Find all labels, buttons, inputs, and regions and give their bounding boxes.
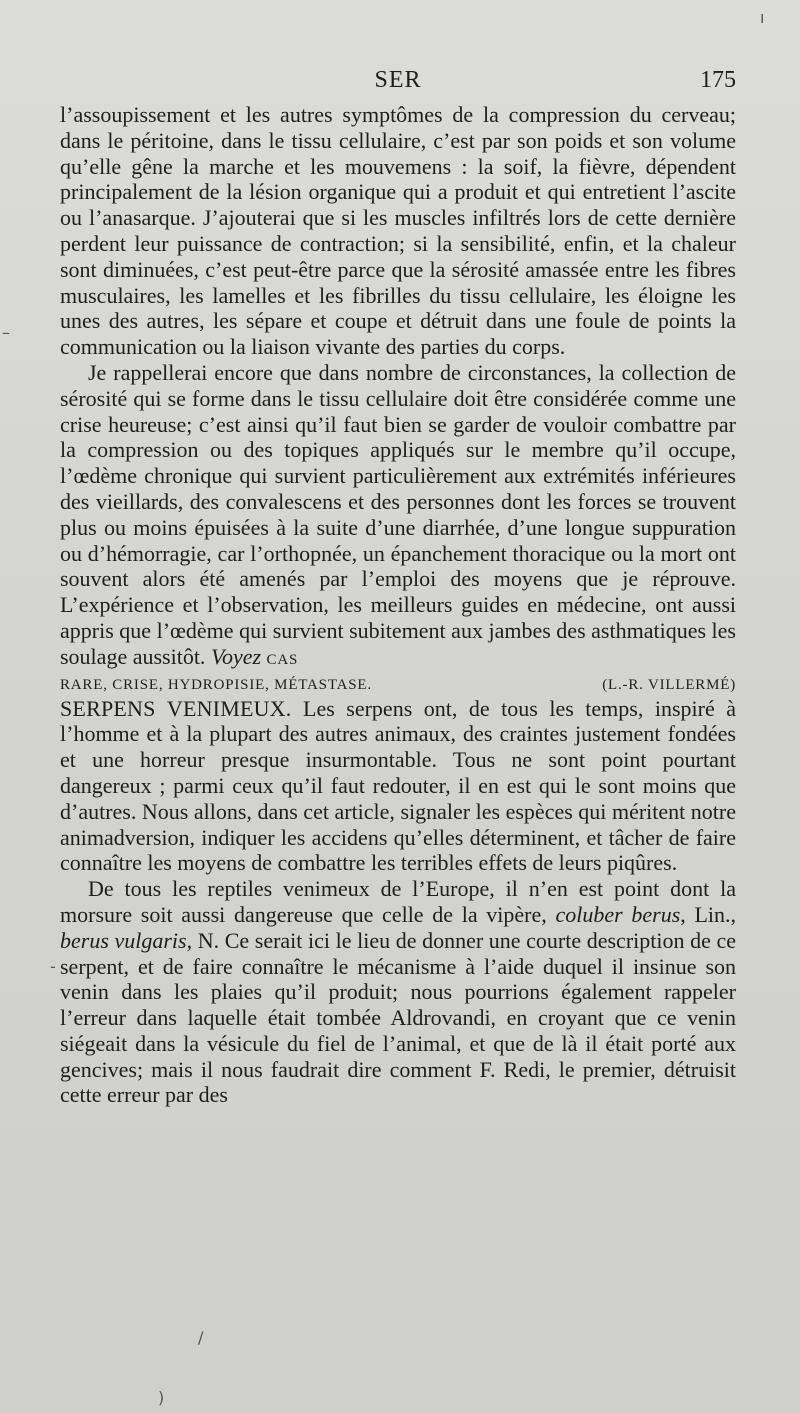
entry-title: SERPENS VENIMEUX. — [60, 695, 292, 721]
bottom-mark-1: / — [198, 1328, 204, 1347]
corner-mark: ı — [760, 8, 765, 27]
species-name-1: coluber berus — [555, 901, 681, 927]
entry-serpens-text: Les serpens ont, de tous les temps, inspiré à l’homme et à la plupart des autres animaux, des craintes justement fondées et une horreur presque insurmontable. Tous ne sont point pourtant dangereux ; parmi ceux qu’il faut redouter, il en est qui le sont moins que d’autres. Nous allons, dans cet article, signaler les espèces qui méritent notre animadversion, indiquer les accidens qu’elles déterminent, et tâcher de faire connaître les moyens de combattre les terribles effets de leurs piqûres. — [60, 695, 736, 876]
species-name-2: berus vulgaris — [60, 927, 187, 953]
bottom-mark-2: ) — [158, 1388, 165, 1407]
see-also-label: Voyez — [210, 643, 262, 669]
see-also-first-ref: CAS — [266, 651, 299, 668]
paragraph-viper-text-2: , Lin., — [680, 901, 737, 927]
cross-reference-line — [60, 674, 736, 696]
margin-mark-1: – — [2, 323, 10, 342]
entry-serpens — [60, 696, 736, 877]
paragraph-crisis-text: Je rappellerai encore que dans nombre de circonstances, la collection de sérosité qui se forme dans le tissu cellulaire doit être considérée comme une crise heureuse; c’est ainsi qu’il faut bien se garder de vouloir combattre par la compression ou des topiques appliqués sur le membre qu’il occupe, l’œdème chronique qui survient particulièrement aux extrémités inférieures des vieillards, des convalescens et des personnes dont les forces se trouvent plus ou moins épuisées à la suite d’une diarrhée, d’une longue suppuration ou d’hémorragie, car l’orthopnée, un épanchement thoracique ou la mort ont souvent alors été amenés par l’emploi des moyens que je réprouve. L’expérience et l’observation, les meilleurs guides en médecine, ont aussi appris que l’œdème qui survient subitement aux jambes des asthmatiques les soulage aussitôt. — [60, 359, 736, 669]
page-header — [60, 64, 736, 96]
paragraph-continuation: l’assoupissement et les autres symptômes de la compression du cerveau; dans le péritoine, dans le tissu cellulaire, c’est par son poids et son volume qu’elle gêne la marche et les mouvemens : la soif, la fièvre, dépendent principalement de la lésion organique qui a produit et qui entretient l’ascite ou l’anasarque. J’ajouterai que si les muscles infiltrés lors de cette dernière perdent leur puissance de contraction; si la sensibilité, enfin, et la chaleur sont diminuées, c’est peut-être parce que la sérosité amassée entre les fibres musculaires, les lamelles et les fibrilles du tissu cellulaire, les éloigne les unes des autres, les sépare et coupe et détruit dans une foule de points la communication ou la liaison vivante des parties du corps. — [60, 102, 736, 360]
paragraph-viper-text-1: De tous les reptiles venimeux de l’Europe, il n’en est point dont la morsure soit aussi dangereuse que celle de la vipère, — [60, 876, 736, 927]
paragraph-viper-text-3: , N. Ce serait ici le lieu de donner une courte description de ce serpent, et de faire connaître le mécanisme à l’aide duquel il insinue son venin dans les plaies qu’il produit; nous pourrions également rappeler l’erreur dans laquelle était tombée Aldrovandi, en croyant que ce venin siégeait dans la vésicule du fiel de l’animal, et que de là il était porté aux gencives; mais il nous faudrait dire comment F. Redi, le premier, détruisit cette erreur par des — [60, 927, 736, 1108]
author-signature: (L.-R. VILLERMÉ) — [602, 676, 736, 693]
running-head: SER — [374, 67, 422, 93]
body-text — [60, 102, 736, 1108]
paragraph-viper — [60, 876, 736, 1108]
cross-reference-list: RARE, CRISE, HYDROPISIE, MÉTASTASE. — [60, 676, 372, 693]
paragraph-crisis — [60, 360, 736, 674]
margin-mark-2: - — [50, 957, 56, 976]
page-number: 175 — [700, 67, 736, 93]
